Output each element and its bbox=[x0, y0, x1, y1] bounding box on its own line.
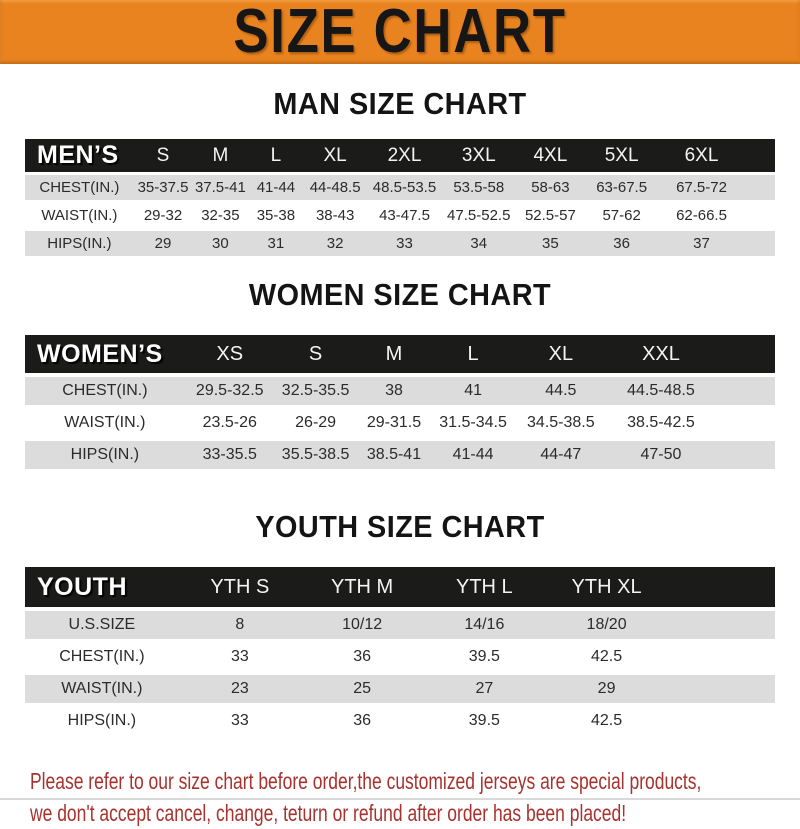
header-row bbox=[25, 139, 775, 172]
table-row bbox=[25, 377, 775, 405]
column-header: XS bbox=[185, 335, 275, 373]
column-header: 3XL bbox=[442, 139, 516, 172]
table-cell: 57-62 bbox=[585, 203, 658, 228]
table-cell: 43-47.5 bbox=[367, 203, 442, 228]
table-cell: 39.5 bbox=[423, 643, 545, 671]
column-header: 4XL bbox=[516, 139, 586, 172]
section-heading-women: WOMEN SIZE CHART bbox=[248, 277, 552, 312]
table-cell: 32 bbox=[303, 231, 367, 256]
table-cell-blank bbox=[745, 175, 775, 200]
row-label: HIPS(IN.) bbox=[25, 231, 134, 256]
table-cell: 41-44 bbox=[431, 441, 514, 469]
table-cell: 14/16 bbox=[423, 611, 545, 639]
table-cell: 53.5-58 bbox=[442, 175, 516, 200]
column-header: L bbox=[249, 139, 304, 172]
table-cell: 48.5-53.5 bbox=[367, 175, 442, 200]
column-header: XL bbox=[303, 139, 367, 172]
table-row bbox=[25, 643, 775, 671]
column-header: YTH L bbox=[423, 567, 545, 607]
table-cell: 29.5-32.5 bbox=[185, 377, 275, 405]
table-row bbox=[25, 675, 775, 703]
table-cell: 39.5 bbox=[423, 707, 545, 735]
table-cell: 67.5-72 bbox=[658, 175, 745, 200]
table-cell: 31.5-34.5 bbox=[431, 409, 514, 437]
column-header-blank bbox=[668, 567, 775, 607]
table-cell: 38.5-41 bbox=[356, 441, 431, 469]
column-header: 5XL bbox=[585, 139, 658, 172]
table-cell-blank bbox=[668, 675, 775, 703]
women-section bbox=[0, 277, 800, 473]
table-cell: 26-29 bbox=[275, 409, 357, 437]
row-label: CHEST(IN.) bbox=[25, 643, 179, 671]
column-header: YTH XL bbox=[545, 567, 667, 607]
table-cell-blank bbox=[668, 611, 775, 639]
table-cell: 31 bbox=[249, 231, 304, 256]
table-corner-label: YOUTH bbox=[25, 567, 179, 607]
table-row bbox=[25, 409, 775, 437]
column-header: S bbox=[134, 139, 193, 172]
header-row bbox=[25, 335, 775, 373]
table-cell: 44.5 bbox=[515, 377, 607, 405]
row-label: CHEST(IN.) bbox=[25, 175, 134, 200]
table-cell: 35.5-38.5 bbox=[275, 441, 357, 469]
table-cell: 34.5-38.5 bbox=[515, 409, 607, 437]
youth-section bbox=[0, 509, 800, 739]
table-row bbox=[25, 611, 775, 639]
disclaimer-text bbox=[30, 765, 800, 829]
table-cell: 33-35.5 bbox=[185, 441, 275, 469]
table-cell: 33 bbox=[179, 707, 301, 735]
table-cell-blank bbox=[668, 707, 775, 735]
youth-size-table bbox=[25, 563, 775, 739]
table-cell: 37 bbox=[658, 231, 745, 256]
table-cell: 10/12 bbox=[301, 611, 423, 639]
table-cell: 41-44 bbox=[249, 175, 304, 200]
table-cell: 35 bbox=[516, 231, 586, 256]
table-cell: 58-63 bbox=[516, 175, 586, 200]
women-size-table bbox=[25, 331, 775, 473]
table-cell: 34 bbox=[442, 231, 516, 256]
row-label: HIPS(IN.) bbox=[25, 441, 185, 469]
table-corner-label: MEN’S bbox=[25, 139, 134, 172]
table-cell: 29 bbox=[134, 231, 193, 256]
section-heading-man: MAN SIZE CHART bbox=[273, 86, 527, 121]
table-cell: 25 bbox=[301, 675, 423, 703]
table-cell: 29 bbox=[545, 675, 667, 703]
table-cell: 30 bbox=[192, 231, 248, 256]
column-header-blank bbox=[745, 139, 775, 172]
table-cell: 38.5-42.5 bbox=[607, 409, 715, 437]
table-cell: 23.5-26 bbox=[185, 409, 275, 437]
column-header: 6XL bbox=[658, 139, 745, 172]
column-header: XL bbox=[515, 335, 607, 373]
disclaimer-line-2: we don't accept cancel, change, teturn or refund after order has been placed! bbox=[30, 800, 627, 826]
column-header: 2XL bbox=[367, 139, 442, 172]
table-cell: 44-48.5 bbox=[303, 175, 367, 200]
column-header: XXL bbox=[607, 335, 715, 373]
row-label: CHEST(IN.) bbox=[25, 377, 185, 405]
table-cell: 18/20 bbox=[545, 611, 667, 639]
header-row bbox=[25, 567, 775, 607]
table-cell: 35-38 bbox=[249, 203, 304, 228]
table-cell-blank bbox=[715, 377, 775, 405]
column-header: M bbox=[356, 335, 431, 373]
table-cell: 33 bbox=[179, 643, 301, 671]
table-row bbox=[25, 231, 775, 256]
table-cell: 63-67.5 bbox=[585, 175, 658, 200]
table-cell: 62-66.5 bbox=[658, 203, 745, 228]
men-size-table bbox=[25, 136, 775, 259]
men-section bbox=[0, 86, 800, 259]
table-corner-label: WOMEN’S bbox=[25, 335, 185, 373]
table-row bbox=[25, 203, 775, 228]
table-cell: 36 bbox=[301, 707, 423, 735]
row-label: HIPS(IN.) bbox=[25, 707, 179, 735]
table-cell: 23 bbox=[179, 675, 301, 703]
table-cell: 8 bbox=[179, 611, 301, 639]
table-cell: 42.5 bbox=[545, 643, 667, 671]
table-cell: 47-50 bbox=[607, 441, 715, 469]
table-cell: 38 bbox=[356, 377, 431, 405]
table-cell: 33 bbox=[367, 231, 442, 256]
table-cell: 29-32 bbox=[134, 203, 193, 228]
table-row bbox=[25, 441, 775, 469]
table-cell: 27 bbox=[423, 675, 545, 703]
column-header: M bbox=[192, 139, 248, 172]
table-cell: 47.5-52.5 bbox=[442, 203, 516, 228]
table-cell: 42.5 bbox=[545, 707, 667, 735]
table-cell-blank bbox=[668, 643, 775, 671]
table-cell: 29-31.5 bbox=[356, 409, 431, 437]
table-cell: 37.5-41 bbox=[192, 175, 248, 200]
table-cell: 44.5-48.5 bbox=[607, 377, 715, 405]
section-heading-youth: YOUTH SIZE CHART bbox=[255, 509, 545, 544]
row-label: WAIST(IN.) bbox=[25, 203, 134, 228]
column-header: YTH S bbox=[179, 567, 301, 607]
size-chart-banner bbox=[0, 0, 800, 64]
table-cell: 52.5-57 bbox=[516, 203, 586, 228]
table-cell: 36 bbox=[585, 231, 658, 256]
row-label: U.S.SIZE bbox=[25, 611, 179, 639]
column-header: S bbox=[275, 335, 357, 373]
table-cell: 36 bbox=[301, 643, 423, 671]
table-row bbox=[25, 707, 775, 735]
table-cell: 35-37.5 bbox=[134, 175, 193, 200]
table-cell-blank bbox=[745, 203, 775, 228]
table-cell-blank bbox=[745, 231, 775, 256]
column-header: YTH M bbox=[301, 567, 423, 607]
table-cell-blank bbox=[715, 441, 775, 469]
table-cell: 38-43 bbox=[303, 203, 367, 228]
table-row bbox=[25, 175, 775, 200]
table-cell: 44-47 bbox=[515, 441, 607, 469]
banner-title: SIZE CHART bbox=[233, 0, 567, 66]
row-label: WAIST(IN.) bbox=[25, 675, 179, 703]
table-cell: 41 bbox=[431, 377, 514, 405]
column-header: L bbox=[431, 335, 514, 373]
table-cell: 32.5-35.5 bbox=[275, 377, 357, 405]
row-label: WAIST(IN.) bbox=[25, 409, 185, 437]
disclaimer-line-1: Please refer to our size chart before order,the customized jerseys are special products, bbox=[30, 768, 702, 794]
table-cell: 32-35 bbox=[192, 203, 248, 228]
table-cell-blank bbox=[715, 409, 775, 437]
column-header-blank bbox=[715, 335, 775, 373]
